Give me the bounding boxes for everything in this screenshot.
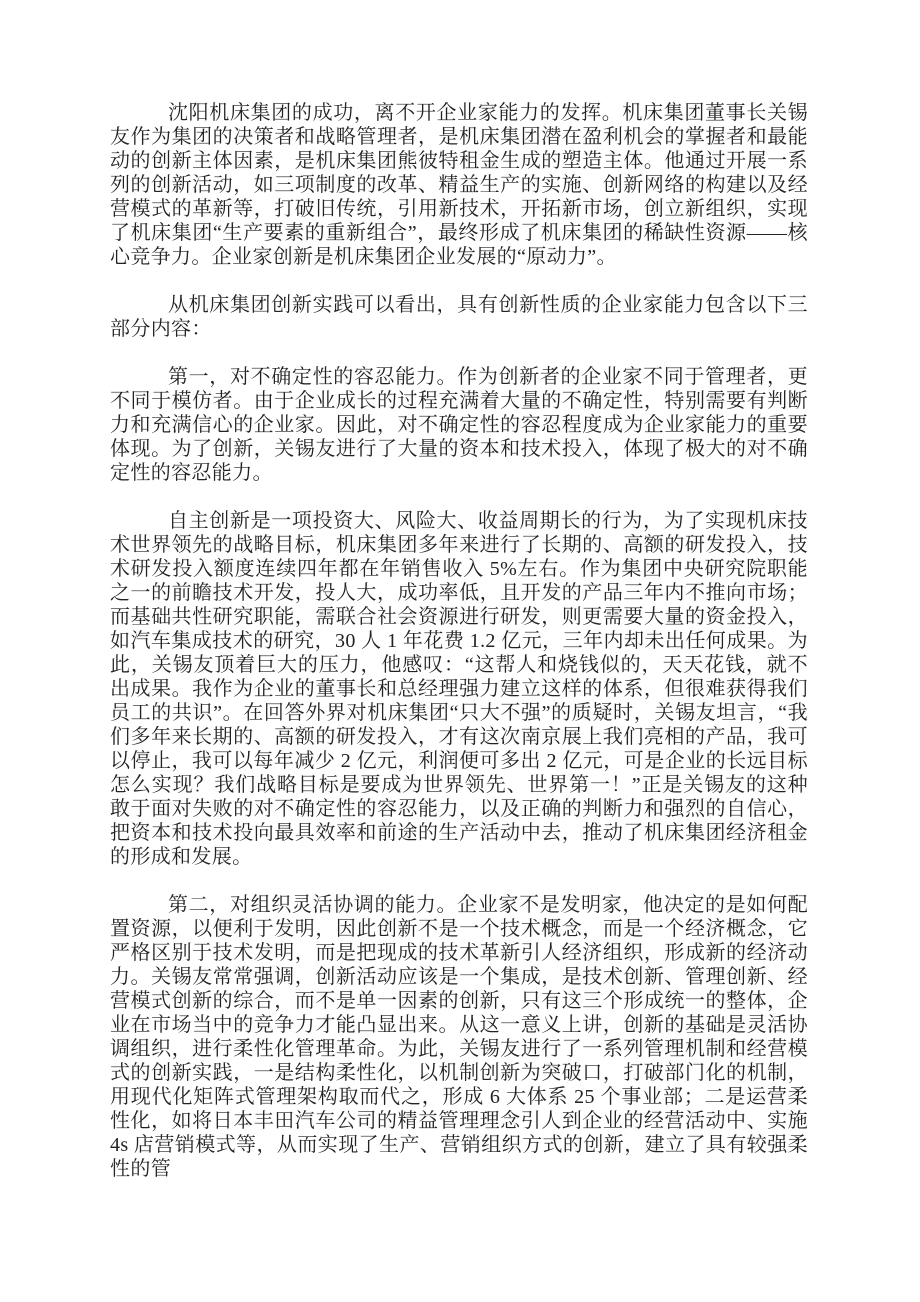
paragraph-overview: 从机床集团创新实践可以看出，具有创新性质的企业家能力包含以下三部分内容： [110,294,808,340]
paragraph-intro: 沈阳机床集团的成功，离不开企业家能力的发挥。机床集团董事长关锡友作为集团的决策者和战略管理者，是机床集团潜在盈利机会的掌握者和最能动的创新主体因素，是机床集团熊彼特租金生成的塑造主体。他通过开展一系列的创新活动，如三项制度的改革、精益生产的实施、创新网络的构建以及经营模式的革新等，打破旧传统，引用新技术，开拓新市场，创立新组织，实现了机床集团“生产要素的重新组合”，最终形成了机床集团的稀缺性资源——核心竞争力。企业家创新是机床集团企业发展的“原动力”。 [110,102,808,268]
paragraph-point-1-detail: 自主创新是一项投资大、风险大、收益周期长的行为，为了实现机床技术世界领先的战略目标，机床集团多年来进行了长期的、高额的研发投入，技术研发投入额度连续四年都在年销售收入 5%左右。作为集团中央研究院职能之一的前瞻技术开发，投人大，成功率低，且开发的产品三年内不推向市场；而基础共性研究职能，需联合社会资源进行研发，则更需要大量的资金投入，如汽车集成技术的研究，30 人 1 年花费 1.2 亿元，三年内却未出任何成果。为此，关锡友顶着巨大的压力，他感叹：“这帮人和烧钱似的，天天花钱，就不出成果。我作为企业的董事长和总经理强力建立这样的体系，但很难获得我们员工的共识”。在回答外界对机床集团“只大不强”的质疑时，关锡友坦言，“我们多年来长期的、高额的研发投入，才有这次南京展上我们亮相的产品，我可以停止，我可以每年减少 2 亿元，利润便可多出 2 亿元，可是企业的长远目标怎么实现？我们战略目标是要成为世界领先、世界第一！”正是关锡友的这种敢于面对失败的对不确定性的容忍能力，以及正确的判断力和强烈的自信心，把资本和技术投向最具效率和前途的生产活动中去，推动了机床集团经济租金的形成和发展。 [110,510,808,868]
paragraph-point-1: 第一，对不确定性的容忍能力。作为创新者的企业家不同于管理者，更不同于模仿者。由于企业成长的过程充满着大量的不确定性，特别需要有判断力和充满信心的企业家。因此，对不确定性的容忍程度成为企业家能力的重要体现。为了创新，关锡友进行了大量的资本和技术投入，体现了极大的对不确定性的容忍能力。 [110,366,808,484]
paragraph-point-2: 第二，对组织灵活协调的能力。企业家不是发明家，他决定的是如何配置资源，以便利于发明，因此创新不是一个技术概念，而是一个经济概念，它严格区别于技术发明，而是把现成的技术革新引人经济组织，形成新的经济动力。关锡友常常强调，创新活动应该是一个集成，是技术创新、管理创新、经营模式创新的综合，而不是单一因素的创新，只有这三个形成统一的整体，企业在市场当中的竞争力才能凸显出来。从这一意义上讲，创新的基础是灵活协调组织，进行柔性化管理革命。为此，关锡友进行了一系列管理机制和经营模式的创新实践，一是结构柔性化，以机制创新为突破口，打破部门化的机制，用现代化矩阵式管理架构取而代之，形成 6 大体系 25 个事业部；二是运营柔性化，如将日本丰田汽车公司的精益管理理念引人到企业的经营活动中、实施 4s 店营销模式等，从而实现了生产、营销组织方式的创新，建立了具有较强柔性的管 [110,894,808,1180]
document-body [110,101,808,1181]
